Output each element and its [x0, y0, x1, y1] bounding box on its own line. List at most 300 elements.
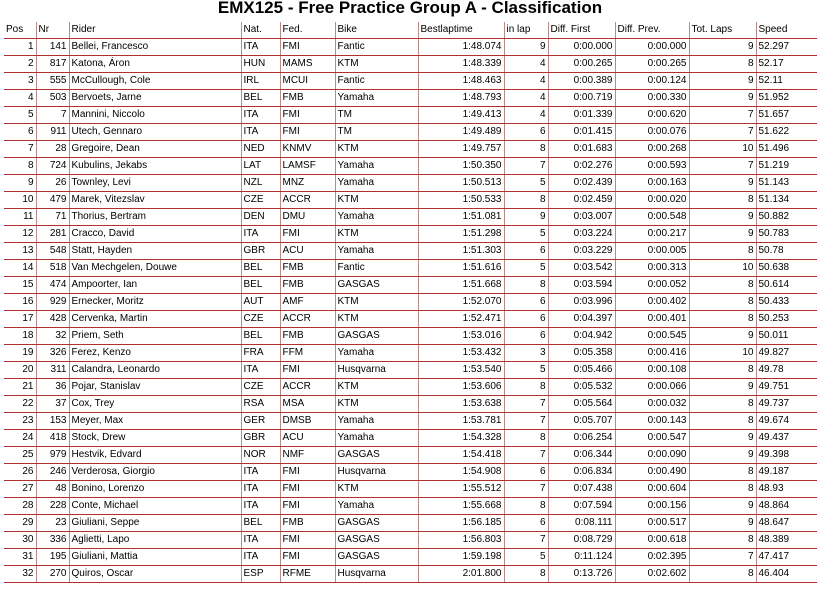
cell-fed: ACU [280, 430, 335, 447]
cell-bestlaptime: 1:51.298 [418, 226, 504, 243]
cell-bike: Yamaha [335, 209, 418, 226]
cell-bestlaptime: 1:53.638 [418, 396, 504, 413]
cell-fed: ACCR [280, 379, 335, 396]
cell-bike: Yamaha [335, 243, 418, 260]
cell-tot-laps: 9 [689, 515, 756, 532]
cell-rider: Aglietti, Lapo [69, 532, 241, 549]
cell-in-lap: 4 [504, 56, 548, 73]
cell-rider: Van Mechgelen, Douwe [69, 260, 241, 277]
cell-diff-first: 0:03.007 [548, 209, 615, 226]
cell-rider: Kubulins, Jekabs [69, 158, 241, 175]
cell-speed: 48.389 [756, 532, 817, 549]
cell-tot-laps: 9 [689, 447, 756, 464]
cell-diff-prev: 0:00.330 [615, 90, 689, 107]
cell-nat: ITA [241, 362, 280, 379]
cell-pos: 25 [4, 447, 36, 464]
cell-nr: 37 [36, 396, 69, 413]
cell-nr: 153 [36, 413, 69, 430]
cell-bestlaptime: 1:52.070 [418, 294, 504, 311]
cell-fed: NMF [280, 447, 335, 464]
cell-fed: DMSB [280, 413, 335, 430]
cell-diff-prev: 0:02.395 [615, 549, 689, 566]
table-row [4, 260, 817, 277]
cell-in-lap: 8 [504, 141, 548, 158]
cell-speed: 48.647 [756, 515, 817, 532]
header-fed: Fed. [280, 22, 335, 39]
cell-nr: 548 [36, 243, 69, 260]
cell-diff-prev: 0:00.517 [615, 515, 689, 532]
table-row [4, 124, 817, 141]
cell-nat: AUT [241, 294, 280, 311]
cell-nat: NOR [241, 447, 280, 464]
cell-bike: Yamaha [335, 158, 418, 175]
cell-speed: 51.496 [756, 141, 817, 158]
cell-diff-first: 0:11.124 [548, 549, 615, 566]
cell-bike: KTM [335, 396, 418, 413]
cell-bestlaptime: 1:49.413 [418, 107, 504, 124]
cell-tot-laps: 9 [689, 498, 756, 515]
cell-in-lap: 4 [504, 107, 548, 124]
cell-speed: 49.398 [756, 447, 817, 464]
table-row [4, 141, 817, 158]
cell-pos: 19 [4, 345, 36, 362]
header-diff-first: Diff. First [548, 22, 615, 39]
cell-pos: 20 [4, 362, 36, 379]
cell-nat: ITA [241, 124, 280, 141]
cell-nr: 817 [36, 56, 69, 73]
cell-nr: 911 [36, 124, 69, 141]
cell-pos: 24 [4, 430, 36, 447]
cell-diff-first: 0:00.389 [548, 73, 615, 90]
page-title: EMX125 - Free Practice Group A - Classification [217, 0, 603, 17]
cell-nat: BEL [241, 90, 280, 107]
cell-bestlaptime: 1:49.757 [418, 141, 504, 158]
cell-nat: BEL [241, 328, 280, 345]
cell-nat: ESP [241, 566, 280, 583]
cell-rider: Statt, Hayden [69, 243, 241, 260]
cell-rider: Verderosa, Giorgio [69, 464, 241, 481]
cell-pos: 3 [4, 73, 36, 90]
cell-diff-first: 0:05.466 [548, 362, 615, 379]
cell-speed: 51.657 [756, 107, 817, 124]
cell-nat: ITA [241, 549, 280, 566]
cell-in-lap: 6 [504, 515, 548, 532]
cell-in-lap: 5 [504, 175, 548, 192]
cell-in-lap: 5 [504, 549, 548, 566]
cell-speed: 49.187 [756, 464, 817, 481]
cell-tot-laps: 9 [689, 209, 756, 226]
cell-in-lap: 6 [504, 311, 548, 328]
cell-nat: IRL [241, 73, 280, 90]
cell-speed: 49.737 [756, 396, 817, 413]
cell-fed: RFME [280, 566, 335, 583]
table-row [4, 294, 817, 311]
cell-bestlaptime: 1:48.074 [418, 39, 504, 56]
cell-nat: NZL [241, 175, 280, 192]
cell-tot-laps: 9 [689, 379, 756, 396]
cell-speed: 50.882 [756, 209, 817, 226]
cell-in-lap: 7 [504, 481, 548, 498]
cell-diff-first: 0:07.438 [548, 481, 615, 498]
cell-bike: Husqvarna [335, 362, 418, 379]
cell-nat: ITA [241, 226, 280, 243]
cell-rider: Calandra, Leonardo [69, 362, 241, 379]
cell-in-lap: 5 [504, 362, 548, 379]
cell-nat: BEL [241, 277, 280, 294]
table-row [4, 515, 817, 532]
cell-pos: 16 [4, 294, 36, 311]
cell-pos: 28 [4, 498, 36, 515]
cell-diff-first: 0:03.542 [548, 260, 615, 277]
cell-in-lap: 8 [504, 430, 548, 447]
cell-diff-prev: 0:00.620 [615, 107, 689, 124]
cell-diff-prev: 0:00.402 [615, 294, 689, 311]
table-row [4, 277, 817, 294]
header-diff-prev: Diff. Prev. [615, 22, 689, 39]
cell-fed: AMF [280, 294, 335, 311]
table-row [4, 396, 817, 413]
results-body [4, 39, 817, 583]
cell-rider: Priem, Seth [69, 328, 241, 345]
cell-speed: 49.827 [756, 345, 817, 362]
cell-rider: McCullough, Cole [69, 73, 241, 90]
cell-tot-laps: 8 [689, 566, 756, 583]
table-row [4, 447, 817, 464]
cell-nr: 929 [36, 294, 69, 311]
cell-tot-laps: 9 [689, 226, 756, 243]
cell-fed: FMI [280, 39, 335, 56]
cell-rider: Cracco, David [69, 226, 241, 243]
cell-pos: 6 [4, 124, 36, 141]
cell-pos: 8 [4, 158, 36, 175]
cell-bestlaptime: 1:53.016 [418, 328, 504, 345]
cell-diff-first: 0:03.229 [548, 243, 615, 260]
cell-bike: TM [335, 124, 418, 141]
cell-diff-first: 0:00.000 [548, 39, 615, 56]
cell-fed: MAMS [280, 56, 335, 73]
table-row [4, 549, 817, 566]
cell-nr: 479 [36, 192, 69, 209]
header-pos: Pos [4, 22, 36, 39]
cell-rider: Giuliani, Mattia [69, 549, 241, 566]
classification-table [4, 22, 817, 583]
cell-diff-first: 0:01.683 [548, 141, 615, 158]
cell-bestlaptime: 1:51.081 [418, 209, 504, 226]
table-row [4, 362, 817, 379]
cell-bestlaptime: 1:51.303 [418, 243, 504, 260]
cell-bike: Yamaha [335, 430, 418, 447]
cell-bestlaptime: 1:53.606 [418, 379, 504, 396]
cell-speed: 50.614 [756, 277, 817, 294]
cell-nr: 28 [36, 141, 69, 158]
cell-pos: 29 [4, 515, 36, 532]
cell-speed: 47.417 [756, 549, 817, 566]
cell-diff-prev: 0:00.005 [615, 243, 689, 260]
cell-nat: ITA [241, 107, 280, 124]
cell-fed: DMU [280, 209, 335, 226]
cell-rider: Quiros, Oscar [69, 566, 241, 583]
table-row [4, 430, 817, 447]
cell-bestlaptime: 1:53.540 [418, 362, 504, 379]
header-rider: Rider [69, 22, 241, 39]
cell-diff-prev: 0:00.090 [615, 447, 689, 464]
cell-bestlaptime: 1:54.908 [418, 464, 504, 481]
cell-rider: Gregoire, Dean [69, 141, 241, 158]
cell-fed: FMB [280, 260, 335, 277]
cell-nr: 724 [36, 158, 69, 175]
cell-nat: ITA [241, 498, 280, 515]
table-row [4, 226, 817, 243]
cell-speed: 48.864 [756, 498, 817, 515]
cell-diff-first: 0:03.224 [548, 226, 615, 243]
cell-pos: 15 [4, 277, 36, 294]
table-row [4, 413, 817, 430]
cell-rider: Bonino, Lorenzo [69, 481, 241, 498]
cell-bike: Husqvarna [335, 566, 418, 583]
cell-fed: MNZ [280, 175, 335, 192]
cell-diff-first: 0:08.111 [548, 515, 615, 532]
cell-speed: 52.11 [756, 73, 817, 90]
cell-bike: KTM [335, 311, 418, 328]
cell-nr: 979 [36, 447, 69, 464]
cell-nat: GER [241, 413, 280, 430]
cell-diff-first: 0:05.358 [548, 345, 615, 362]
cell-rider: Bellei, Francesco [69, 39, 241, 56]
cell-nr: 23 [36, 515, 69, 532]
cell-bike: GASGAS [335, 532, 418, 549]
cell-tot-laps: 7 [689, 158, 756, 175]
cell-tot-laps: 8 [689, 481, 756, 498]
cell-fed: FMI [280, 532, 335, 549]
cell-nat: BEL [241, 515, 280, 532]
cell-bike: Husqvarna [335, 464, 418, 481]
cell-in-lap: 8 [504, 192, 548, 209]
cell-tot-laps: 8 [689, 532, 756, 549]
cell-diff-prev: 0:00.108 [615, 362, 689, 379]
cell-nat: ITA [241, 532, 280, 549]
cell-pos: 27 [4, 481, 36, 498]
cell-fed: FMI [280, 362, 335, 379]
cell-tot-laps: 9 [689, 39, 756, 56]
cell-diff-prev: 0:00.124 [615, 73, 689, 90]
cell-tot-laps: 8 [689, 243, 756, 260]
cell-rider: Mannini, Niccolo [69, 107, 241, 124]
cell-fed: ACCR [280, 311, 335, 328]
cell-nr: 518 [36, 260, 69, 277]
cell-in-lap: 6 [504, 464, 548, 481]
cell-pos: 7 [4, 141, 36, 158]
cell-fed: MSA [280, 396, 335, 413]
cell-in-lap: 8 [504, 498, 548, 515]
cell-rider: Ernecker, Moritz [69, 294, 241, 311]
cell-speed: 50.78 [756, 243, 817, 260]
cell-nr: 71 [36, 209, 69, 226]
table-row [4, 158, 817, 175]
cell-nr: 474 [36, 277, 69, 294]
cell-bestlaptime: 1:48.339 [418, 56, 504, 73]
cell-speed: 50.253 [756, 311, 817, 328]
table-row [4, 464, 817, 481]
cell-bike: KTM [335, 226, 418, 243]
cell-nat: CZE [241, 311, 280, 328]
cell-rider: Hestvik, Edvard [69, 447, 241, 464]
cell-speed: 52.297 [756, 39, 817, 56]
cell-pos: 17 [4, 311, 36, 328]
cell-diff-first: 0:06.834 [548, 464, 615, 481]
cell-diff-prev: 0:02.602 [615, 566, 689, 583]
cell-fed: LAMSF [280, 158, 335, 175]
cell-fed: FMI [280, 464, 335, 481]
cell-pos: 4 [4, 90, 36, 107]
cell-bike: KTM [335, 141, 418, 158]
cell-bike: Fantic [335, 260, 418, 277]
cell-in-lap: 5 [504, 260, 548, 277]
cell-diff-first: 0:02.276 [548, 158, 615, 175]
cell-bestlaptime: 1:59.198 [418, 549, 504, 566]
table-row [4, 175, 817, 192]
cell-diff-prev: 0:00.217 [615, 226, 689, 243]
table-row [4, 243, 817, 260]
cell-speed: 46.404 [756, 566, 817, 583]
cell-speed: 50.011 [756, 328, 817, 345]
cell-nr: 141 [36, 39, 69, 56]
cell-fed: FMI [280, 498, 335, 515]
cell-pos: 31 [4, 549, 36, 566]
cell-fed: KNMV [280, 141, 335, 158]
cell-pos: 2 [4, 56, 36, 73]
cell-fed: FMB [280, 328, 335, 345]
table-row [4, 209, 817, 226]
cell-in-lap: 4 [504, 73, 548, 90]
cell-diff-prev: 0:00.163 [615, 175, 689, 192]
cell-fed: FFM [280, 345, 335, 362]
cell-bestlaptime: 1:53.781 [418, 413, 504, 430]
cell-tot-laps: 7 [689, 124, 756, 141]
cell-diff-prev: 0:00.265 [615, 56, 689, 73]
cell-fed: ACU [280, 243, 335, 260]
cell-bike: Yamaha [335, 345, 418, 362]
cell-speed: 51.219 [756, 158, 817, 175]
cell-nat: ITA [241, 464, 280, 481]
cell-fed: FMI [280, 481, 335, 498]
cell-in-lap: 7 [504, 396, 548, 413]
cell-rider: Utech, Gennaro [69, 124, 241, 141]
cell-rider: Meyer, Max [69, 413, 241, 430]
cell-fed: FMB [280, 277, 335, 294]
cell-pos: 22 [4, 396, 36, 413]
cell-speed: 48.93 [756, 481, 817, 498]
cell-nr: 326 [36, 345, 69, 362]
cell-diff-prev: 0:00.416 [615, 345, 689, 362]
cell-nr: 311 [36, 362, 69, 379]
cell-in-lap: 7 [504, 532, 548, 549]
cell-bestlaptime: 1:53.432 [418, 345, 504, 362]
cell-bike: KTM [335, 379, 418, 396]
header-nr: Nr [36, 22, 69, 39]
cell-nat: CZE [241, 379, 280, 396]
header-bestlaptime: Bestlaptime [418, 22, 504, 39]
cell-in-lap: 6 [504, 243, 548, 260]
table-row [4, 379, 817, 396]
cell-bestlaptime: 1:48.463 [418, 73, 504, 90]
cell-in-lap: 3 [504, 345, 548, 362]
cell-pos: 1 [4, 39, 36, 56]
cell-bike: KTM [335, 56, 418, 73]
cell-nat: CZE [241, 192, 280, 209]
cell-tot-laps: 9 [689, 328, 756, 345]
cell-bestlaptime: 1:51.616 [418, 260, 504, 277]
cell-nat: RSA [241, 396, 280, 413]
cell-fed: ACCR [280, 192, 335, 209]
cell-pos: 9 [4, 175, 36, 192]
cell-in-lap: 6 [504, 294, 548, 311]
cell-bestlaptime: 1:51.668 [418, 277, 504, 294]
cell-rider: Giuliani, Seppe [69, 515, 241, 532]
cell-diff-prev: 0:00.076 [615, 124, 689, 141]
header-nat: Nat. [241, 22, 280, 39]
cell-speed: 49.674 [756, 413, 817, 430]
cell-speed: 49.78 [756, 362, 817, 379]
cell-speed: 51.622 [756, 124, 817, 141]
cell-pos: 30 [4, 532, 36, 549]
cell-diff-prev: 0:00.545 [615, 328, 689, 345]
cell-fed: FMB [280, 515, 335, 532]
cell-fed: FMI [280, 124, 335, 141]
cell-bestlaptime: 1:50.350 [418, 158, 504, 175]
header-in-lap: in lap [504, 22, 548, 39]
table-row [4, 532, 817, 549]
cell-rider: Conte, Michael [69, 498, 241, 515]
cell-nr: 48 [36, 481, 69, 498]
cell-bike: GASGAS [335, 328, 418, 345]
cell-bestlaptime: 1:48.793 [418, 90, 504, 107]
table-row [4, 311, 817, 328]
cell-bike: Yamaha [335, 90, 418, 107]
cell-nat: ITA [241, 481, 280, 498]
cell-pos: 26 [4, 464, 36, 481]
cell-in-lap: 5 [504, 226, 548, 243]
cell-nr: 7 [36, 107, 69, 124]
cell-diff-prev: 0:00.032 [615, 396, 689, 413]
table-row [4, 56, 817, 73]
cell-nr: 228 [36, 498, 69, 515]
table-row [4, 192, 817, 209]
table-row [4, 481, 817, 498]
cell-pos: 11 [4, 209, 36, 226]
cell-nat: LAT [241, 158, 280, 175]
cell-nr: 26 [36, 175, 69, 192]
cell-nr: 336 [36, 532, 69, 549]
cell-nat: FRA [241, 345, 280, 362]
cell-nat: GBR [241, 430, 280, 447]
cell-pos: 13 [4, 243, 36, 260]
cell-tot-laps: 9 [689, 90, 756, 107]
cell-tot-laps: 8 [689, 396, 756, 413]
cell-bestlaptime: 1:49.489 [418, 124, 504, 141]
cell-in-lap: 7 [504, 413, 548, 430]
cell-diff-prev: 0:00.548 [615, 209, 689, 226]
cell-nr: 270 [36, 566, 69, 583]
table-row [4, 90, 817, 107]
cell-bike: KTM [335, 294, 418, 311]
cell-diff-first: 0:06.254 [548, 430, 615, 447]
cell-nr: 418 [36, 430, 69, 447]
cell-bike: Yamaha [335, 498, 418, 515]
cell-in-lap: 4 [504, 90, 548, 107]
cell-in-lap: 8 [504, 566, 548, 583]
cell-diff-prev: 0:00.268 [615, 141, 689, 158]
cell-bestlaptime: 1:56.185 [418, 515, 504, 532]
